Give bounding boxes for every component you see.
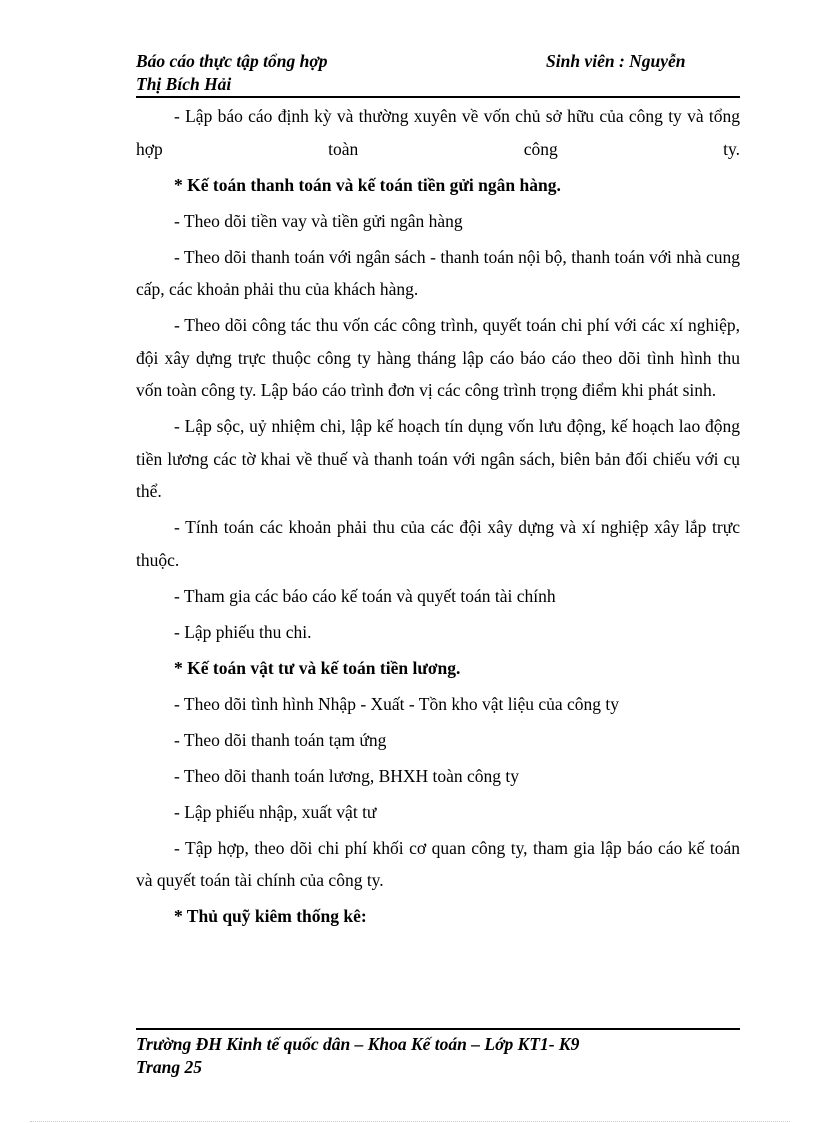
paragraph-receipts: - Lập phiếu thu chi. xyxy=(174,621,312,642)
paragraph-budget-payments: - Theo dõi thanh toán với ngân sách - thanh toán nội bộ, thanh toán với nhà cung cấp, các khoản phải thu của khách hàng. xyxy=(136,246,740,299)
paragraph-material-slips: - Lập phiếu nhập, xuất vật tư xyxy=(174,801,377,822)
paragraph-inventory: - Theo dõi tình hình Nhập - Xuất - Tồn kho vật liệu của công ty xyxy=(174,693,620,714)
header-divider xyxy=(136,96,740,98)
section-heading-cashier: * Thủ quỹ kiêm thống kê: xyxy=(174,906,367,926)
document-body xyxy=(136,100,740,933)
student-name: Thị Bích Hải xyxy=(136,74,232,94)
section-heading-payment-accounting: * Kế toán thanh toán và kế toán tiền gửi ngân hàng. xyxy=(174,174,561,195)
student-label: Sinh viên : Nguyễn xyxy=(546,51,686,71)
page-footer xyxy=(136,1033,740,1079)
footer-institution: Trường ĐH Kinh tế quốc dân – Khoa Kế toán – Lớp KT1- K9 xyxy=(136,1034,580,1054)
paragraph-salary: - Theo dõi thanh toán lương, BHXH toàn công ty xyxy=(174,765,520,786)
page-bottom-border xyxy=(30,1121,790,1122)
footer-divider xyxy=(136,1028,740,1030)
report-title: Báo cáo thực tập tổng hợp xyxy=(136,51,328,71)
paragraph-advances: - Theo dõi thanh toán tạm ứng xyxy=(174,729,387,750)
page-header xyxy=(136,50,740,96)
paragraph-equity-report: - Lập báo cáo định kỳ và thường xuyên về vốn chủ sở hữu của công ty và tổng hợp toàn công ty. xyxy=(136,106,740,159)
paragraph-receivables: - Tính toán các khoản phải thu của các đội xây dựng và xí nghiệp xây lắp trực thuộc. xyxy=(136,517,740,570)
paragraph-cost-aggregation: - Tập hợp, theo dõi chi phí khối cơ quan công ty, tham gia lập báo cáo kế toán và quyết toán tài chính của công ty. xyxy=(136,837,740,890)
section-heading-materials-payroll: * Kế toán vật tư và kế toán tiền lương. xyxy=(174,657,461,678)
paragraph-loans-deposits: - Theo dõi tiền vay và tiền gửi ngân hàng xyxy=(174,210,463,231)
page-number: Trang 25 xyxy=(136,1057,202,1077)
paragraph-checks-credit: - Lập sộc, uỷ nhiệm chi, lập kế hoạch tín dụng vốn lưu động, kế hoạch lao động tiền lương các tờ khai về thuế và thanh toán với ngân sách, biên bản đối chiếu với cụ thể. xyxy=(136,416,740,501)
paragraph-financial-reports: - Tham gia các báo cáo kế toán và quyết toán tài chính xyxy=(174,585,556,606)
paragraph-capital-collection: - Theo dõi công tác thu vốn các công trình, quyết toán chi phí với các xí nghiệp, đội xây dựng trực thuộc công ty hàng tháng lập cáo báo cáo theo dõi tình hình thu vốn toàn công ty. Lập báo cáo trình đơn vị các công trình trọng điểm khi phát sinh. xyxy=(136,315,740,400)
header-row xyxy=(136,50,740,73)
